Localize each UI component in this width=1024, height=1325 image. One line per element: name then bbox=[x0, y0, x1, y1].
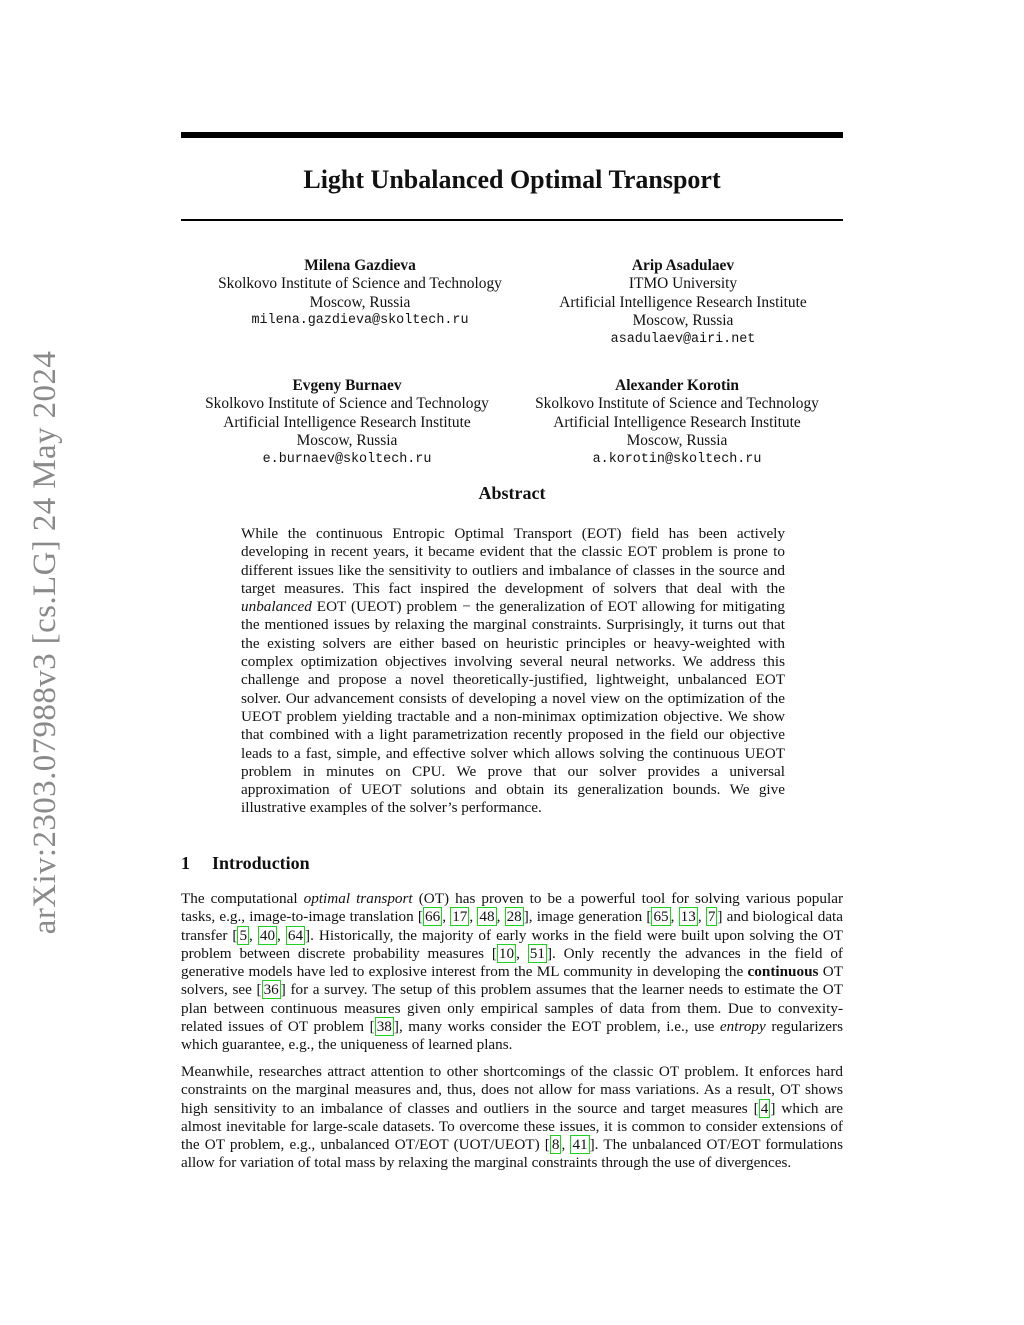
citation-link[interactable]: 17 bbox=[452, 908, 468, 926]
author-affiliation: Skolkovo Institute of Science and Technology bbox=[535, 395, 819, 413]
citation-link[interactable]: 28 bbox=[506, 908, 522, 926]
author-block-burnaev bbox=[177, 377, 517, 469]
author-name: Alexander Korotin bbox=[615, 377, 739, 394]
citation-link[interactable]: 7 bbox=[707, 908, 716, 926]
author-affiliation: Moscow, Russia bbox=[309, 293, 411, 311]
citation-link[interactable]: 65 bbox=[653, 908, 669, 926]
citation-link[interactable]: 64 bbox=[287, 926, 304, 944]
author-affiliation: ITMO University bbox=[628, 275, 738, 293]
title-rule-bottom bbox=[181, 219, 843, 221]
citation-link[interactable]: 38 bbox=[376, 1018, 392, 1036]
author-email[interactable]: milena.gazdieva@skoltech.ru bbox=[251, 313, 469, 329]
citation-link[interactable]: 41 bbox=[572, 1136, 588, 1154]
intro-paragraph-2: Meanwhile, researches attract attention to other shortcomings of the classic OT problem. It enforces hard constraints on the marginal measures and, thus, does not allow for mass variations. As a result, OT shows high sensitivity to an imbalance of classes and outliers in the source and target measures [ 4 ] which are almost inevitable for large-scale datasets. To overcome these issues, it is common to consider extensions of the OT problem, e.g., unbalanced OT/EOT (UOT/UEOT) [ 8 , 41 ]. The unbalanced OT/EOT formulations allow for variation of total mass by relaxing the marginal constraints through the use of divergences. bbox=[181, 1063, 844, 1172]
citation-link[interactable]: 48 bbox=[479, 908, 495, 926]
author-email[interactable]: asadulaev@airi.net bbox=[610, 331, 756, 347]
author-name: Evgeny Burnaev bbox=[292, 377, 402, 394]
citation-link[interactable]: 51 bbox=[529, 944, 545, 962]
citation-link[interactable]: 40 bbox=[259, 926, 276, 944]
citation-link[interactable]: 13 bbox=[680, 908, 696, 926]
author-affiliation: Artificial Intelligence Research Institute bbox=[223, 413, 471, 431]
author-block-asadulaev bbox=[513, 257, 853, 349]
arxiv-id: arXiv:2303.07988v3 [cs.LG] 24 May 2024 bbox=[27, 350, 64, 935]
citation-link[interactable]: 5 bbox=[239, 926, 248, 944]
author-affiliation: Moscow, Russia bbox=[626, 432, 728, 450]
author-name: Arip Asadulaev bbox=[631, 257, 735, 274]
author-affiliation: Skolkovo Institute of Science and Technology bbox=[205, 395, 489, 413]
author-affiliation: Artificial Intelligence Research Institute bbox=[559, 293, 807, 311]
intro-paragraph-1: The computational optimal transport (OT) has proven to be a powerful tool for solving various popular tasks, e.g., image-to-image translation [ 66 , 17 , 48 , 28 ], image generation [ 65 , 13 , 7 ] and biological data transfer [ 5 , 40 , 64 ]. Historically, the majority of early works in the field were built upon solving the OT problem between discrete probability measures [ 10 , 51 ]. Only recently the advances in the field of generative models have led to explosive interest from the ML community in developing the continuous OT solvers, see [ 36 ] for a survey. The setup of this problem assumes that the learner needs to estimate the OT plan between continuous measures given only empirical samples of data from them. Due to convexity-related issues of OT problem [ 38 ], many works consider the EOT problem, i.e., use entropy regularizers which guarantee, e.g., the uniqueness of learned plans. bbox=[181, 890, 844, 1054]
author-email[interactable]: e.burnaev@skoltech.ru bbox=[262, 451, 432, 467]
author-block-korotin bbox=[507, 377, 847, 469]
author-email[interactable]: a.korotin@skoltech.ru bbox=[592, 451, 762, 467]
title-rule-top bbox=[181, 132, 843, 138]
arxiv-watermark bbox=[20, 345, 72, 940]
citation-link[interactable]: 66 bbox=[425, 908, 441, 926]
author-affiliation: Artificial Intelligence Research Institute bbox=[553, 413, 801, 431]
citation-link[interactable]: 4 bbox=[760, 1099, 769, 1117]
author-block-gazdieva bbox=[190, 257, 530, 331]
author-affiliation: Moscow, Russia bbox=[296, 432, 398, 450]
section-heading-introduction bbox=[181, 853, 310, 874]
citation-link[interactable]: 36 bbox=[263, 981, 279, 999]
author-name: Milena Gazdieva bbox=[304, 257, 416, 274]
abstract-text: While the continuous Entropic Optimal Transport (EOT) field has been actively developing in recent years, it became evident that the classic EOT problem is prone to different issues like the sensitivity to outliers and imbalance of classes in the source and target measures. This fact inspired the development of solvers that deal with the unbalanced EOT (UEOT) problem − the generalization of EOT allowing for mitigating the mentioned issues by relaxing the marginal constraints. Surprisingly, it turns out that the existing solvers are either based on heuristic principles or heavy-weighted with complex optimization objectives involving several neural networks. We address this challenge and propose a novel theoretically-justified, lightweight, unbalanced EOT solver. Our advancement consists of developing a novel view on the optimization of the UEOT problem yielding tractable and a non-minimax optimization objective. We show that combined with a light parametrization recently proposed in the field our objective leads to a fast, simple, and effective solver which allows solving the continuous UEOT problem in minutes on CPU. We prove that our solver provides a universal approximation of UEOT solutions and obtain its generalization bounds. We give illustrative examples of the solver’s performance. bbox=[241, 525, 785, 817]
section-title: Introduction bbox=[212, 853, 310, 873]
author-affiliation: Moscow, Russia bbox=[632, 312, 734, 330]
abstract-heading: Abstract bbox=[478, 483, 546, 503]
citation-link[interactable]: 10 bbox=[498, 944, 515, 962]
citation-link[interactable]: 8 bbox=[551, 1136, 560, 1154]
paper-title: Light Unbalanced Optimal Transport bbox=[303, 165, 721, 194]
section-number: 1 bbox=[181, 853, 190, 873]
author-affiliation: Skolkovo Institute of Science and Technology bbox=[218, 275, 502, 293]
